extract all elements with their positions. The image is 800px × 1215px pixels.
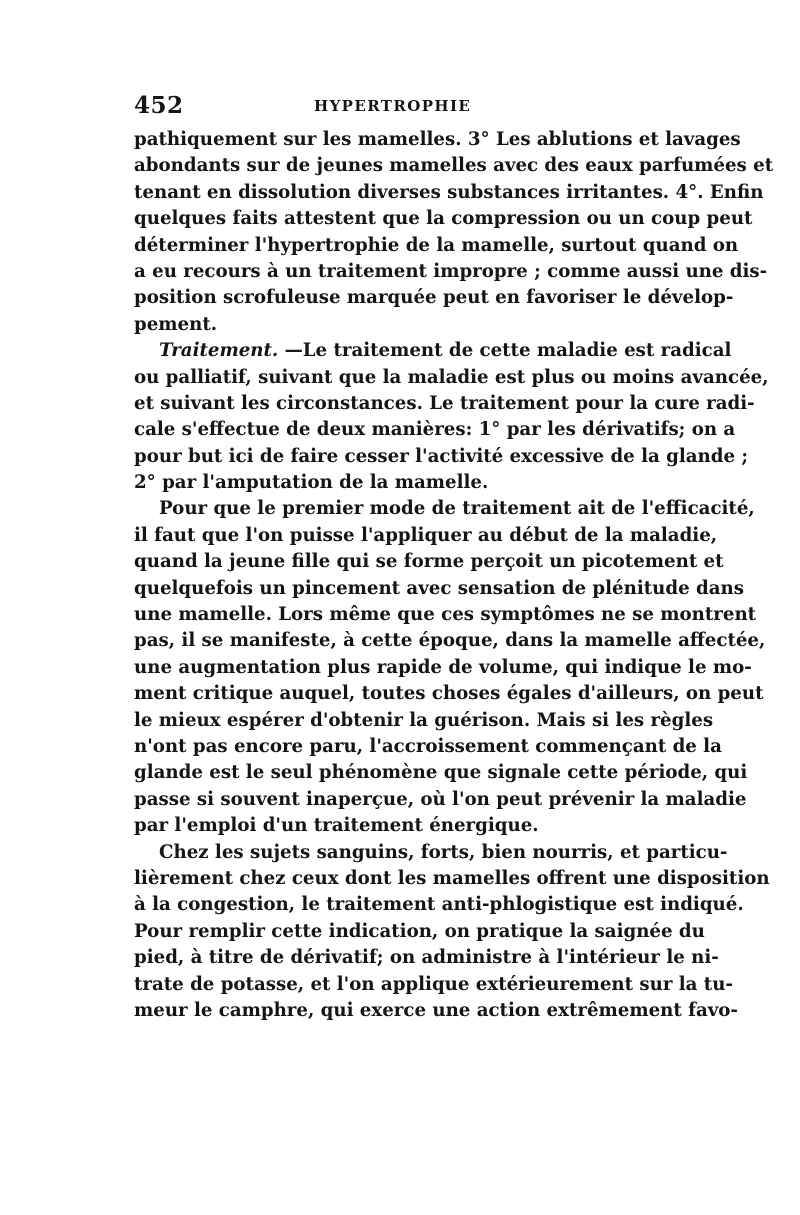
- text-line-23: le mieux espérer d'obtenir la guérison. Mais si les règles: [134, 709, 714, 731]
- text-line-28: Chez les sujets sanguins, forts, bien nourris, et particu-: [159, 841, 728, 863]
- text-line-13: pour but ici de faire cesser l'activité excessive de la glande ;: [134, 445, 749, 467]
- traitement-paragraph-first-line: [134, 338, 732, 364]
- text-line-30: à la congestion, le traitement anti-phlogistique est indiqué.: [134, 894, 744, 916]
- traitement-heading: Traitement.: [159, 340, 279, 362]
- traitement-line-text: —Le traitement de cette maladie est radical: [284, 340, 732, 362]
- text-line-33: trate de potasse, et l'on applique extérieurement sur la tu-: [134, 973, 733, 995]
- body-text: [134, 127, 774, 1024]
- running-header: [134, 92, 666, 122]
- text-line-8: pement.: [134, 313, 218, 335]
- text-line-6: a eu recours à un traitement impropre ; comme aussi une dis-: [134, 260, 768, 282]
- text-line-20: pas, il se manifeste, à cette époque, dans la mamelle affectée,: [134, 630, 766, 652]
- text-line-26: passe si souvent inaperçue, où l'on peut prévenir la maladie: [134, 788, 747, 810]
- text-line-11: et suivant les circonstances. Le traitement pour la cure radi-: [134, 392, 755, 414]
- text-line-16: il faut que l'on puisse l'appliquer au début de la maladie,: [134, 524, 718, 546]
- running-head-title: HYPERTROPHIE: [314, 97, 472, 115]
- text-line-2: abondants sur de jeunes mamelles avec des eaux parfumées et: [134, 155, 774, 177]
- text-line-12: cale s'effectue de deux manières: 1° par les dérivatifs; on a: [134, 419, 736, 441]
- text-line-31: Pour remplir cette indication, on pratique la saignée du: [134, 920, 705, 942]
- text-line-17: quand la jeune fille qui se forme perçoit un picotement et: [134, 551, 724, 573]
- page-number: 452: [134, 92, 184, 119]
- text-line-29: lièrement chez ceux dont les mamelles offrent une disposition: [134, 867, 770, 889]
- text-line-14: 2° par l'amputation de la mamelle.: [134, 472, 489, 494]
- text-line-19: une mamelle. Lors même que ces symptômes ne se montrent: [134, 604, 757, 626]
- text-line-18: quelquefois un pincement avec sensation de plénitude dans: [134, 577, 744, 599]
- text-line-22: ment critique auquel, toutes choses égales d'ailleurs, on peut: [134, 683, 764, 705]
- text-line-10: ou palliatif, suivant que la maladie est plus ou moins avancée,: [134, 366, 769, 388]
- text-line-7: position scrofuleuse marquée peut en favoriser le dévelop-: [134, 287, 734, 309]
- text-line-15: Pour que le premier mode de traitement ait de l'efficacité,: [159, 498, 755, 520]
- text-line-34: meur le camphre, qui exerce une action extrêmement favo-: [134, 999, 738, 1021]
- text-line-3: tenant en dissolution diverses substances irritantes. 4°. Enfin: [134, 181, 764, 203]
- text-line-27: par l'emploi d'un traitement énergique.: [134, 815, 539, 837]
- text-line-25: glande est le seul phénomène que signale cette période, qui: [134, 762, 748, 784]
- text-line-5: déterminer l'hypertrophie de la mamelle, surtout quand on: [134, 234, 739, 256]
- text-line-21: une augmentation plus rapide de volume, qui indique le mo-: [134, 656, 752, 678]
- text-line-24: n'ont pas encore paru, l'accroissement commençant de la: [134, 735, 722, 757]
- text-line-1: pathiquement sur les mamelles. 3° Les ablutions et lavages: [134, 129, 741, 150]
- text-line-32: pied, à titre de dérivatif; on administre à l'intérieur le ni-: [134, 947, 719, 969]
- text-line-4: quelques faits attestent que la compression ou un coup peut: [134, 208, 753, 230]
